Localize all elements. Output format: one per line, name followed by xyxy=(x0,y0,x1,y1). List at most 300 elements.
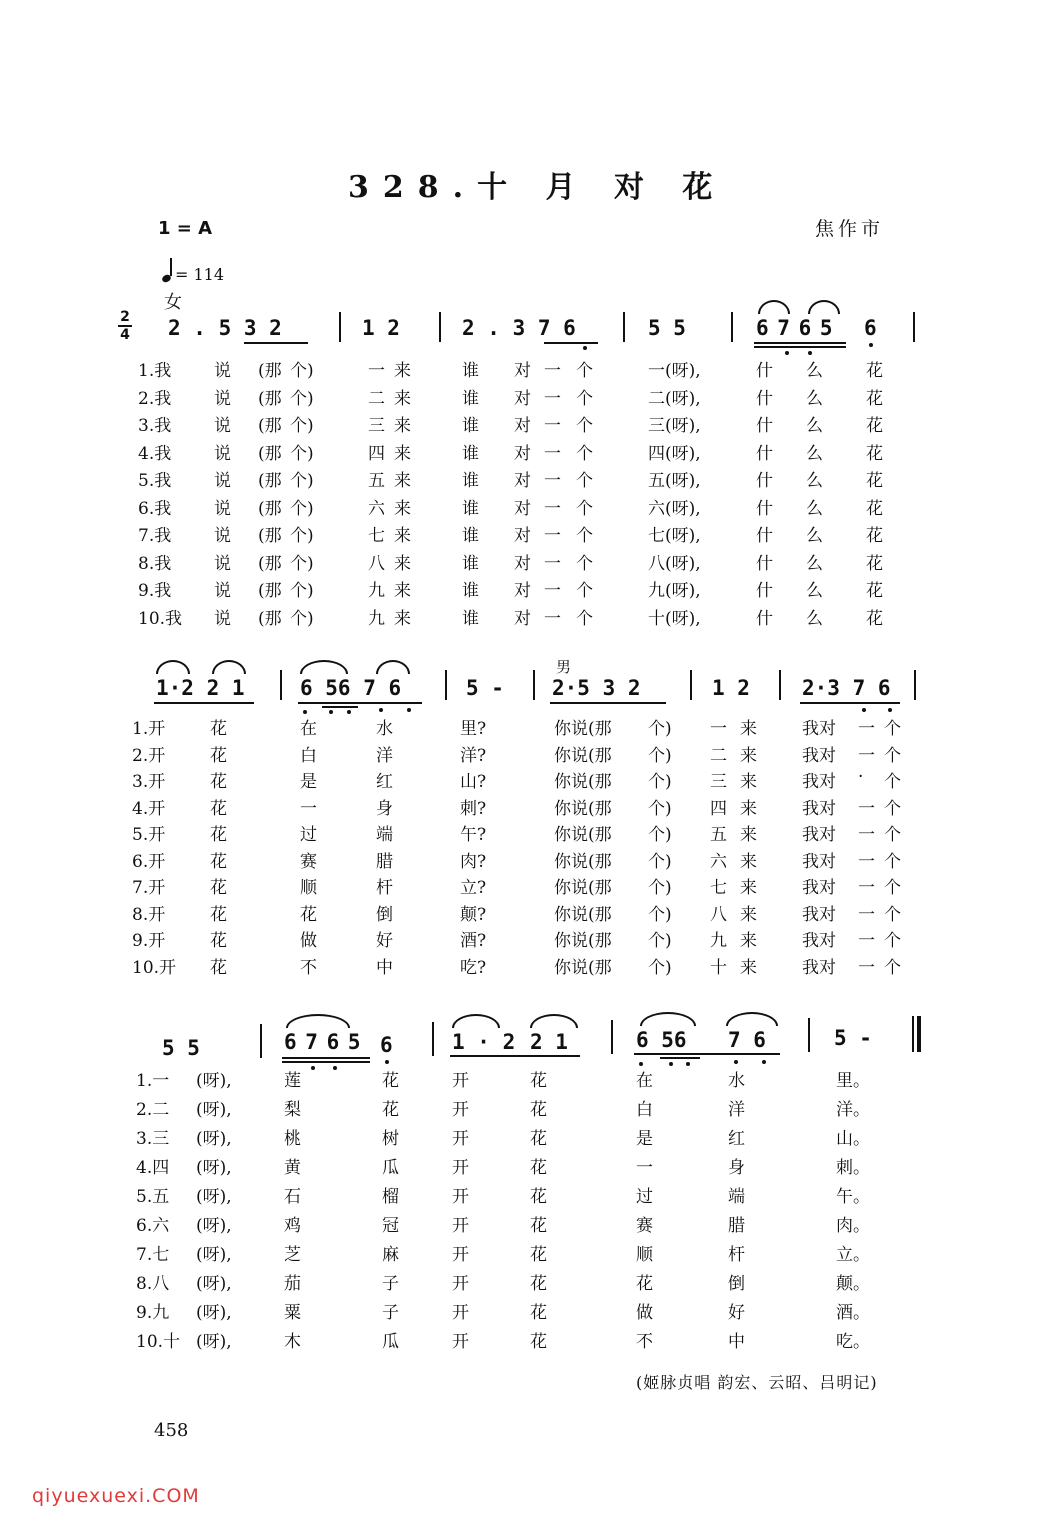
lyric-syllable: 赛 xyxy=(636,1216,653,1236)
lyric-syllable: 我对 xyxy=(802,931,836,951)
barline xyxy=(690,670,692,700)
lyric-syllable: 1.一 xyxy=(136,1071,170,1091)
lyric-syllable: 来 xyxy=(740,719,757,739)
lyric-syllable: 十 xyxy=(710,957,727,978)
lyric-syllable: 腊 xyxy=(728,1216,745,1236)
lyric-syllable: 颠? xyxy=(460,904,487,925)
lyric-syllable: (呀), xyxy=(196,1245,232,1265)
lyric-syllable: 开 xyxy=(452,1129,469,1149)
lyric-syllable: 你说(那 xyxy=(554,745,612,766)
lyric-syllable: 花 xyxy=(866,526,883,546)
lyric-syllable: 花 xyxy=(530,1216,547,1236)
lyric-syllable: 9.开 xyxy=(132,931,166,951)
lyric-syllable: 谁 xyxy=(462,553,479,574)
lyric-syllable: 什 xyxy=(756,416,773,436)
lyric-syllable: 8.我 xyxy=(138,553,172,574)
lyric-syllable: 一 xyxy=(858,825,875,845)
lyric-syllable: 来 xyxy=(740,904,757,925)
lyric-syllable: 6.六 xyxy=(136,1216,170,1236)
lyric-syllable: 谁 xyxy=(462,581,479,601)
lower-octave-dot xyxy=(583,346,587,350)
lyric-syllable: 花 xyxy=(866,443,883,464)
lyric-syllable: 花 xyxy=(210,825,227,845)
lyric-syllable: (那 xyxy=(258,581,282,601)
lyric-syllable: 三 xyxy=(710,772,727,792)
lyric-syllable: 么 xyxy=(806,471,823,491)
lyric-syllable: 么 xyxy=(806,388,823,409)
lyric-syllable: 做 xyxy=(636,1303,653,1323)
lyric-syllable: 花 xyxy=(210,745,227,766)
lyric-syllable: 三(呀), xyxy=(648,416,701,436)
lyric-syllable: 开 xyxy=(452,1216,469,1236)
lyric-syllable: 榴 xyxy=(382,1187,399,1207)
measure-6: 6 xyxy=(864,316,877,340)
lyric-syllable: (那 xyxy=(258,498,282,519)
lyric-syllable: 来 xyxy=(740,851,757,872)
lyric-syllable: 来 xyxy=(740,772,757,792)
lyric-syllable: 一 xyxy=(544,581,561,601)
lyric-syllable: 花 xyxy=(866,608,883,629)
watermark: qiyuexuexi.COM xyxy=(32,1485,200,1507)
lyric-syllable: 好 xyxy=(728,1303,745,1323)
lyric-syllable: 对 xyxy=(514,553,531,574)
lyric-syllable: (那 xyxy=(258,443,282,464)
lyric-syllable: 个) xyxy=(290,526,314,546)
lyric-syllable: 谁 xyxy=(462,608,479,629)
lyric-syllable: 洋 xyxy=(376,745,393,766)
lyric-syllable: 七(呀), xyxy=(648,526,701,546)
lyric-syllable: 洋。 xyxy=(836,1100,870,1120)
lyric-syllable: 赛 xyxy=(300,851,317,872)
lyric-syllable: (那 xyxy=(258,471,282,491)
lyric-syllable: 花 xyxy=(530,1245,547,1265)
beam-line xyxy=(154,702,254,704)
lyric-syllable: 个 xyxy=(576,581,593,601)
lyric-syllable: 来 xyxy=(394,388,411,409)
measure-7: 7 6 xyxy=(728,1028,766,1052)
lyric-syllable: 冠 xyxy=(382,1216,399,1236)
lyric-syllable: (那 xyxy=(258,526,282,546)
slur xyxy=(758,300,790,314)
lyric-syllable: 一 xyxy=(544,443,561,464)
measure-1: 1·2 2 1 xyxy=(156,676,245,700)
lyric-syllable: 一 xyxy=(858,931,875,951)
lyric-syllable: 说 xyxy=(214,443,231,464)
lyric-syllable: 颠。 xyxy=(836,1274,870,1294)
lyric-syllable: 谁 xyxy=(462,443,479,464)
lyric-syllable: 好 xyxy=(376,931,393,951)
lyric-syllable: 你说(那 xyxy=(554,904,612,925)
lyric-syllable: 山? xyxy=(460,772,487,792)
lyric-syllable: 个 xyxy=(884,825,901,845)
lyric-syllable: 芝 xyxy=(284,1245,301,1265)
lyric-syllable: 花 xyxy=(866,388,883,409)
lyric-syllable: 说 xyxy=(214,416,231,436)
lyric-syllable: 我对 xyxy=(802,772,836,792)
lyric-syllable: 木 xyxy=(284,1332,301,1352)
lyric-syllable: 一 xyxy=(368,361,385,381)
lyric-syllable: 杆 xyxy=(728,1245,745,1265)
lyric-syllable: 5.我 xyxy=(138,471,172,491)
measure-6: 6 56 xyxy=(636,1028,687,1052)
lyric-syllable: 个) xyxy=(648,851,672,872)
slur xyxy=(530,1014,578,1028)
lyric-syllable: 鸡 xyxy=(284,1216,301,1236)
lyric-syllable: 花 xyxy=(210,878,227,898)
lyric-syllable: 个) xyxy=(290,361,314,381)
lyric-syllable: 什 xyxy=(756,361,773,381)
lyric-syllable: 白 xyxy=(300,745,317,766)
lyric-syllable: 个) xyxy=(648,931,672,951)
beam-line xyxy=(544,342,598,344)
lyric-syllable: 九 xyxy=(368,608,385,629)
lyric-syllable: 一 xyxy=(858,798,875,819)
lyric-syllable: 5.开 xyxy=(132,825,166,845)
lyric-syllable: 谁 xyxy=(462,361,479,381)
lower-octave-dot xyxy=(311,1066,315,1070)
key-signature: 1 = A xyxy=(158,218,213,239)
slur xyxy=(212,660,246,674)
lyric-syllable: 谁 xyxy=(462,498,479,519)
lyric-syllable: 个 xyxy=(884,931,901,951)
lyric-syllable: 2.开 xyxy=(132,745,166,766)
lyric-syllable: 对 xyxy=(514,388,531,409)
lyric-syllable: (呀), xyxy=(196,1100,232,1120)
lyric-syllable: 来 xyxy=(394,498,411,519)
lyric-syllable: 一 xyxy=(858,851,875,872)
lyric-syllable: 什 xyxy=(756,471,773,491)
lyric-syllable: 9.我 xyxy=(138,581,172,601)
lyric-syllable: 个) xyxy=(648,957,672,978)
tempo-value: = 114 xyxy=(175,265,225,284)
lyric-syllable: 红 xyxy=(376,772,393,792)
slur xyxy=(808,300,840,314)
lyric-syllable: 一 xyxy=(544,498,561,519)
lyric-syllable: 三 xyxy=(368,416,385,436)
lyric-syllable: 个) xyxy=(648,825,672,845)
lyric-syllable: 八 xyxy=(710,904,727,925)
lyric-syllable: 花 xyxy=(866,361,883,381)
lyric-syllable: 4.开 xyxy=(132,798,166,819)
lyric-syllable: 什 xyxy=(756,526,773,546)
lyric-syllable: (呀), xyxy=(196,1158,232,1178)
lyric-syllable: 来 xyxy=(740,878,757,898)
lyric-syllable: 一 xyxy=(544,526,561,546)
lyric-syllable: 花 xyxy=(210,931,227,951)
lower-octave-dot xyxy=(785,351,789,355)
lyric-syllable: 桃 xyxy=(284,1129,301,1149)
lower-octave-dot xyxy=(686,1062,690,1066)
lower-octave-dot xyxy=(329,710,333,714)
lyric-syllable: 个) xyxy=(648,798,672,819)
lyric-syllable: 我对 xyxy=(802,798,836,819)
lyric-syllable: 7.开 xyxy=(132,878,166,898)
barline xyxy=(533,670,535,700)
measure-8: 5 - xyxy=(834,1026,872,1050)
lyric-syllable: 3.开 xyxy=(132,772,166,792)
lyric-syllable: 么 xyxy=(806,361,823,381)
lyric-syllable: 来 xyxy=(740,931,757,951)
lyric-syllable: 一 xyxy=(300,798,317,819)
lyric-syllable: 你说(那 xyxy=(554,825,612,845)
lyric-syllable: 你说(那 xyxy=(554,772,612,792)
lyric-syllable: 九(呀), xyxy=(648,581,701,601)
lyric-syllable: 一(呀), xyxy=(648,361,701,381)
lyric-syllable: 六 xyxy=(710,851,727,872)
final-barline-thick xyxy=(917,1016,921,1052)
barline xyxy=(260,1024,262,1058)
lyric-syllable: 一 xyxy=(544,388,561,409)
lyric-syllable: 对 xyxy=(514,498,531,519)
lyric-syllable: 开 xyxy=(452,1100,469,1120)
lyric-syllable: 什 xyxy=(756,443,773,464)
beam-line xyxy=(800,702,900,704)
lyric-syllable: 二 xyxy=(710,745,727,766)
lyric-syllable: 瓜 xyxy=(382,1332,399,1352)
lyric-syllable: 说 xyxy=(214,361,231,381)
lyric-syllable: 来 xyxy=(394,526,411,546)
lyric-syllable: 个 xyxy=(576,526,593,546)
lyric-syllable: 个 xyxy=(576,553,593,574)
lyric-syllable: 个 xyxy=(884,745,901,766)
beam-line xyxy=(298,702,422,704)
lyric-syllable: 个 xyxy=(576,443,593,464)
lyric-syllable: 么 xyxy=(806,526,823,546)
lyric-syllable: 一 xyxy=(636,1158,653,1178)
lyric-syllable: 说 xyxy=(214,526,231,546)
lyric-syllable: 刺。 xyxy=(836,1158,870,1178)
lyric-syllable: 花 xyxy=(530,1303,547,1323)
barline xyxy=(432,1022,434,1056)
lyric-syllable: 个) xyxy=(648,878,672,898)
lyric-syllable: 个 xyxy=(884,851,901,872)
lyric-syllable: 个 xyxy=(884,719,901,739)
lyric-syllable: 我对 xyxy=(802,719,836,739)
lyric-syllable: 3.三 xyxy=(136,1129,170,1149)
lyric-syllable: 顺 xyxy=(300,878,317,898)
lyric-syllable: 个) xyxy=(648,772,672,792)
lyric-syllable: 过 xyxy=(636,1187,653,1207)
lyric-syllable: 花 xyxy=(530,1129,547,1149)
lyric-syllable: 花 xyxy=(382,1071,399,1091)
lyric-syllable: 是 xyxy=(636,1129,653,1149)
beam-line xyxy=(634,1053,780,1055)
lyric-syllable: 来 xyxy=(740,957,757,978)
lyric-syllable: 我对 xyxy=(802,878,836,898)
lyric-syllable: 树 xyxy=(382,1129,399,1149)
lyric-syllable: 开 xyxy=(452,1303,469,1323)
lyric-syllable: (呀), xyxy=(196,1332,232,1352)
lyric-syllable: (那 xyxy=(258,416,282,436)
lyric-syllable: 4.四 xyxy=(136,1158,170,1178)
lyric-syllable: 四 xyxy=(710,798,727,819)
lyric-syllable: 8.八 xyxy=(136,1274,170,1294)
lyric-syllable: 肉? xyxy=(460,851,487,872)
barline xyxy=(445,670,447,700)
lyric-syllable: 你说(那 xyxy=(554,957,612,978)
lyric-syllable: 花 xyxy=(210,851,227,872)
lyric-syllable: 倒 xyxy=(728,1274,745,1294)
lyric-syllable: 个) xyxy=(290,608,314,629)
lyric-syllable: 水 xyxy=(376,719,393,739)
lyric-syllable: 酒。 xyxy=(836,1303,870,1323)
lyric-syllable: (呀), xyxy=(196,1274,232,1294)
time-signature-top: 2 xyxy=(120,309,130,325)
lyric-syllable: 7.我 xyxy=(138,526,172,546)
lyric-syllable: 1.我 xyxy=(138,361,172,381)
lyric-syllable: 一 xyxy=(858,745,875,766)
slur xyxy=(286,1014,350,1028)
lyric-syllable: 中 xyxy=(376,957,393,978)
lyric-syllable: 2.二 xyxy=(136,1100,170,1120)
lyric-syllable: 5.五 xyxy=(136,1187,170,1207)
lyric-syllable: 你说(那 xyxy=(554,878,612,898)
lyric-syllable: 9.九 xyxy=(136,1303,170,1323)
lyric-syllable: 什 xyxy=(756,498,773,519)
lyric-syllable: 花 xyxy=(210,957,227,978)
lyric-syllable: 一 xyxy=(544,553,561,574)
lyric-syllable: 你说(那 xyxy=(554,798,612,819)
lyric-syllable: 我对 xyxy=(802,825,836,845)
lyric-syllable: 倒 xyxy=(376,904,393,925)
lyric-syllable: 花 xyxy=(210,772,227,792)
lower-octave-dot xyxy=(808,351,812,355)
lyric-syllable: 说 xyxy=(214,581,231,601)
lyric-syllable: 一 xyxy=(544,471,561,491)
measure-4: 5 5 xyxy=(648,316,686,340)
final-barline-thin xyxy=(912,1016,914,1052)
beam-line xyxy=(450,1055,580,1057)
lyric-syllable: 个 xyxy=(576,416,593,436)
lyric-syllable: 个) xyxy=(290,498,314,519)
time-signature-bottom: 4 xyxy=(120,327,130,343)
lyric-syllable: 二(呀), xyxy=(648,388,701,409)
lyric-syllable: 开 xyxy=(452,1187,469,1207)
lyric-syllable: 个 xyxy=(576,388,593,409)
lyric-syllable: 说 xyxy=(214,553,231,574)
lower-octave-dot xyxy=(385,1060,389,1064)
lyric-syllable: 子 xyxy=(382,1274,399,1294)
lyric-syllable: 水 xyxy=(728,1071,745,1091)
lyric-syllable: 来 xyxy=(394,471,411,491)
lyric-syllable: 七 xyxy=(710,878,727,898)
lyric-syllable: 谁 xyxy=(462,388,479,409)
lyric-syllable: 五 xyxy=(710,825,727,845)
lyric-syllable: 谁 xyxy=(462,526,479,546)
measure-3: 5 - xyxy=(466,676,504,700)
measure-1: 5 5 xyxy=(162,1036,200,1060)
lyric-syllable: (那 xyxy=(258,553,282,574)
lyric-syllable: 说 xyxy=(214,498,231,519)
lyric-syllable: 开 xyxy=(452,1274,469,1294)
lower-octave-dot xyxy=(888,708,892,712)
lyric-syllable: 来 xyxy=(394,361,411,381)
lyric-syllable: 花 xyxy=(636,1274,653,1294)
measure-3: 6 xyxy=(380,1033,393,1057)
lyric-syllable: 茄 xyxy=(284,1274,301,1294)
lyric-syllable: 中 xyxy=(728,1332,745,1352)
lyric-syllable: 开 xyxy=(452,1158,469,1178)
slur xyxy=(452,1014,500,1028)
lyric-syllable: 6.开 xyxy=(132,851,166,872)
lyric-syllable: 午。 xyxy=(836,1187,870,1207)
lyric-syllable: 个) xyxy=(290,416,314,436)
lyric-syllable: 花 xyxy=(530,1274,547,1294)
measure-5: 6 7 6 5 xyxy=(756,316,831,340)
lyric-syllable: 么 xyxy=(806,553,823,574)
measure-2: 6 7 6 5 xyxy=(284,1030,359,1054)
lyric-syllable: 九 xyxy=(368,581,385,601)
lyric-syllable: 莲 xyxy=(284,1071,301,1091)
lyric-syllable: 么 xyxy=(806,498,823,519)
lyric-syllable: 个) xyxy=(648,719,672,739)
lyric-syllable: 五 xyxy=(368,471,385,491)
beam-line xyxy=(550,702,666,704)
lyric-syllable: 花 xyxy=(866,471,883,491)
lyric-syllable: 对 xyxy=(514,361,531,381)
lyric-syllable: 山。 xyxy=(836,1129,870,1149)
lyric-syllable: 六(呀), xyxy=(648,498,701,519)
lyric-syllable: 一 xyxy=(858,957,875,978)
slur xyxy=(376,660,410,674)
lyric-syllable: 来 xyxy=(740,825,757,845)
barline xyxy=(808,1018,810,1052)
lyric-syllable: 四 xyxy=(368,443,385,464)
beam-line xyxy=(244,342,308,344)
lyric-syllable: 做 xyxy=(300,931,317,951)
lyric-syllable: 个) xyxy=(648,904,672,925)
lyric-syllable: 对 xyxy=(514,443,531,464)
lyric-syllable: 个 xyxy=(884,957,901,978)
lyric-syllable: 白 xyxy=(636,1100,653,1120)
lyric-syllable: 吃? xyxy=(460,957,487,978)
lyric-syllable: 麻 xyxy=(382,1245,399,1265)
beam-line xyxy=(282,1057,370,1059)
lyric-syllable: 来 xyxy=(394,443,411,464)
page-number: 458 xyxy=(154,1420,189,1441)
measure-4: 2·5 3 2 xyxy=(552,676,641,700)
lyric-syllable: 洋 xyxy=(728,1100,745,1120)
lyric-syllable: 一 xyxy=(544,608,561,629)
measure-3: 2 . 3 7 6 xyxy=(462,316,576,340)
barline xyxy=(779,670,781,700)
lyric-syllable: 个 xyxy=(576,608,593,629)
lyric-syllable: 二 xyxy=(368,388,385,409)
lyric-syllable: 一 xyxy=(858,719,875,739)
slur xyxy=(300,660,348,674)
lyric-syllable: 一 xyxy=(544,361,561,381)
lyric-syllable: 什 xyxy=(756,581,773,601)
lyric-syllable: 一 xyxy=(858,878,875,898)
lyric-syllable: 个) xyxy=(290,443,314,464)
lyric-syllable: 你说(那 xyxy=(554,931,612,951)
lyric-syllable: 7.七 xyxy=(136,1245,170,1265)
lyric-syllable: 对 xyxy=(514,526,531,546)
lyric-syllable: 么 xyxy=(806,581,823,601)
lyric-syllable: 花 xyxy=(210,719,227,739)
lyric-syllable: 腊 xyxy=(376,851,393,872)
lyric-syllable: 我对 xyxy=(802,957,836,978)
measure-5: 1 2 xyxy=(712,676,750,700)
voice-male-label: 男 xyxy=(556,658,572,676)
lyric-syllable: 过 xyxy=(300,825,317,845)
beam-line xyxy=(754,346,846,348)
lyric-syllable: 六 xyxy=(368,498,385,519)
lyric-syllable: 来 xyxy=(394,608,411,629)
lyric-syllable: (那 xyxy=(258,608,282,629)
lyric-syllable: 来 xyxy=(394,416,411,436)
lyric-syllable: 子 xyxy=(382,1303,399,1323)
